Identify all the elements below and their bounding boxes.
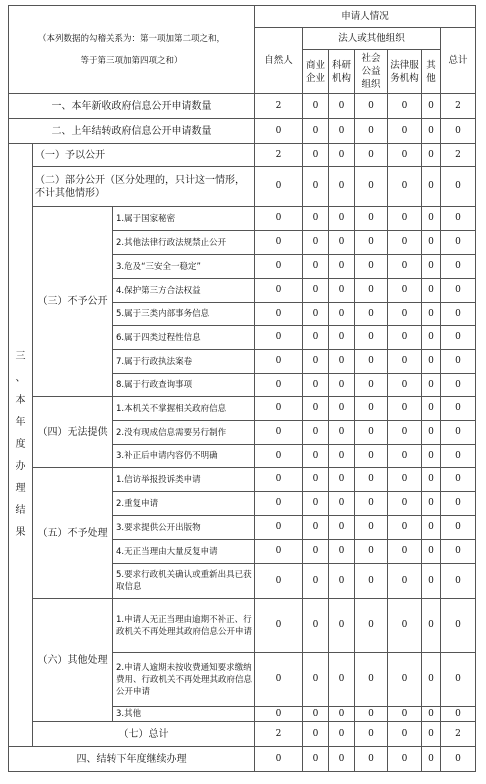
section-three-char: 果	[15, 527, 26, 538]
commercial-enterprise-value: 0	[303, 397, 329, 421]
item-label-other-processing-3: 3.其他	[113, 707, 255, 722]
public-welfare-org-value: 0	[355, 707, 388, 722]
research-institution-value: 0	[329, 540, 355, 564]
research-institution-value: 0	[329, 119, 355, 144]
total-value: 0	[441, 167, 476, 207]
item-label-other-processing-1: 1.申请人无正当理由逾期不补正、行政机关不再处理其政府信息公开申请	[113, 599, 255, 653]
item-label-not-disclosed-1: 1.属于国家秘密	[113, 207, 255, 231]
other-org-value: 0	[422, 231, 441, 255]
total-value: 0	[441, 747, 476, 772]
other-org-value: 0	[422, 144, 441, 167]
other-org-value: 0	[422, 599, 441, 653]
total-value: 0	[441, 397, 476, 421]
research-institution-value: 0	[329, 564, 355, 599]
total-value: 0	[441, 303, 476, 326]
natural-person-value: 0	[255, 653, 303, 707]
research-institution-value: 0	[329, 350, 355, 374]
item-label-not-disclosed-4: 4.保护第三方合法权益	[113, 279, 255, 303]
total-value: 0	[441, 540, 476, 564]
other-org-value: 0	[422, 397, 441, 421]
research-institution-value: 0	[329, 167, 355, 207]
item-label-not-processed-2: 2.重复申请	[113, 492, 255, 516]
table-row-new-applications	[9, 94, 476, 119]
commercial-enterprise-value: 0	[303, 119, 329, 144]
natural-person-value: 0	[255, 468, 303, 492]
commercial-enterprise-value: 0	[303, 207, 329, 231]
natural-person-value: 0	[255, 397, 303, 421]
research-institution-value: 0	[329, 374, 355, 397]
other-org-value: 0	[422, 167, 441, 207]
research-institution-value: 0	[329, 492, 355, 516]
natural-person-value: 0	[255, 492, 303, 516]
natural-person-value: 0	[255, 326, 303, 350]
commercial-enterprise-value: 0	[303, 421, 329, 445]
commercial-enterprise-value: 0	[303, 540, 329, 564]
legal-service-org-value: 0	[388, 722, 422, 747]
research-institution-value: 0	[329, 599, 355, 653]
item-label-unable-to-provide-3: 3.补正后申请内容仍不明确	[113, 445, 255, 468]
research-institution-value: 0	[329, 326, 355, 350]
research-institution-value: 0	[329, 279, 355, 303]
disclosure-statistics-table	[8, 5, 476, 772]
table-row-subtotal	[9, 722, 476, 747]
item-label-not-disclosed-2: 2.其他法律行政法规禁止公开	[113, 231, 255, 255]
other-org-value: 0	[422, 326, 441, 350]
public-welfare-org-value: 0	[355, 722, 388, 747]
natural-person-value: 0	[255, 599, 303, 653]
row-label-partially-disclosed: （二）部分公开（区分处理的，只计这一情形，不计其他情形）	[33, 167, 255, 207]
category-label-not-disclosed: （三）不予公开	[33, 207, 113, 397]
item-label-not-disclosed-5: 5.属于三类内部事务信息	[113, 303, 255, 326]
header-row-1	[9, 6, 476, 28]
natural-person-value: 0	[255, 119, 303, 144]
commercial-enterprise-value: 0	[303, 231, 329, 255]
research-institution-value: 0	[329, 516, 355, 540]
public-welfare-org-value: 0	[355, 468, 388, 492]
other-org-value: 0	[422, 255, 441, 279]
research-institution-value: 0	[329, 421, 355, 445]
research-institution-value: 0	[329, 397, 355, 421]
public-welfare-org-value: 0	[355, 374, 388, 397]
category-label-not-processed: （五）不予处理	[33, 468, 113, 599]
row-label-carry-forward: 四、结转下年度继续办理	[9, 747, 255, 772]
research-institution-value: 0	[329, 207, 355, 231]
item-label-not-disclosed-6: 6.属于四类过程性信息	[113, 326, 255, 350]
commercial-enterprise-value: 0	[303, 374, 329, 397]
commercial-enterprise-header: 商业企业	[303, 50, 329, 94]
commercial-enterprise-value: 0	[303, 144, 329, 167]
natural-person-value: 0	[255, 167, 303, 207]
total-value: 0	[441, 207, 476, 231]
public-welfare-org-value: 0	[355, 279, 388, 303]
total-value: 0	[441, 707, 476, 722]
public-welfare-org-value: 0	[355, 303, 388, 326]
commercial-enterprise-value: 0	[303, 94, 329, 119]
disclosure-table-wrapper	[8, 5, 475, 772]
legal-service-org-value: 0	[388, 231, 422, 255]
item-label-not-processed-4: 4.无正当理由大量反复申请	[113, 540, 255, 564]
section-three-char: 本	[15, 395, 26, 406]
item-label-unable-to-provide-1: 1.本机关不掌握相关政府信息	[113, 397, 255, 421]
commercial-enterprise-value: 0	[303, 326, 329, 350]
legal-service-org-value: 0	[388, 397, 422, 421]
legal-service-org-value: 0	[388, 144, 422, 167]
total-value: 0	[441, 231, 476, 255]
row-label-new-applications: 一、本年新收政府信息公开申请数量	[9, 94, 255, 119]
other-org-value: 0	[422, 564, 441, 599]
other-org-value: 0	[422, 94, 441, 119]
research-institution-value: 0	[329, 722, 355, 747]
legal-service-org-value: 0	[388, 119, 422, 144]
total-value: 0	[441, 492, 476, 516]
natural-person-value: 2	[255, 144, 303, 167]
public-welfare-org-value: 0	[355, 255, 388, 279]
section-three-char: 结	[15, 505, 26, 516]
research-institution-value: 0	[329, 707, 355, 722]
total-value: 2	[441, 144, 476, 167]
section-three-label	[9, 144, 33, 747]
item-label-not-disclosed-3: 3.危及“三安全一稳定”	[113, 255, 255, 279]
reconciliation-note	[9, 6, 255, 94]
research-institution-value: 0	[329, 303, 355, 326]
legal-service-org-value: 0	[388, 445, 422, 468]
commercial-enterprise-value: 0	[303, 279, 329, 303]
table-row-partially-disclosed	[9, 167, 476, 207]
other-org-value: 0	[422, 722, 441, 747]
other-org-header: 其他	[422, 50, 441, 94]
total-value: 0	[441, 599, 476, 653]
public-welfare-org-value: 0	[355, 564, 388, 599]
table-row-other-processing-1	[9, 599, 476, 653]
public-welfare-org-value: 0	[355, 326, 388, 350]
applicant-info-header: 申请人情况	[255, 6, 476, 28]
total-value: 0	[441, 279, 476, 303]
research-institution-value: 0	[329, 747, 355, 772]
item-label-not-disclosed-8: 8.属于行政查询事项	[113, 374, 255, 397]
row-label-disclosed: （一）予以公开	[33, 144, 255, 167]
total-value: 0	[441, 119, 476, 144]
total-value: 0	[441, 421, 476, 445]
other-org-value: 0	[422, 540, 441, 564]
item-label-not-disclosed-7: 7.属于行政执法案卷	[113, 350, 255, 374]
public-welfare-org-value: 0	[355, 231, 388, 255]
table-row-not-processed-1	[9, 468, 476, 492]
table-row-carried-over	[9, 119, 476, 144]
research-institution-value: 0	[329, 231, 355, 255]
item-label-not-processed-1: 1.信访举报投诉类申请	[113, 468, 255, 492]
commercial-enterprise-value: 0	[303, 707, 329, 722]
total-value: 0	[441, 374, 476, 397]
legal-service-org-value: 0	[388, 653, 422, 707]
legal-service-org-header: 法律服务机构	[388, 50, 422, 94]
section-three-char: 办	[15, 461, 26, 472]
public-welfare-org-value: 0	[355, 167, 388, 207]
commercial-enterprise-value: 0	[303, 350, 329, 374]
public-welfare-org-value: 0	[355, 207, 388, 231]
commercial-enterprise-value: 0	[303, 303, 329, 326]
natural-person-value: 0	[255, 747, 303, 772]
legal-service-org-value: 0	[388, 421, 422, 445]
section-three-char: 理	[15, 483, 26, 494]
total-value: 0	[441, 255, 476, 279]
commercial-enterprise-value: 0	[303, 747, 329, 772]
public-welfare-org-value: 0	[355, 540, 388, 564]
other-org-value: 0	[422, 747, 441, 772]
natural-person-value: 0	[255, 207, 303, 231]
commercial-enterprise-value: 0	[303, 468, 329, 492]
commercial-enterprise-value: 0	[303, 653, 329, 707]
natural-person-value: 0	[255, 279, 303, 303]
legal-service-org-value: 0	[388, 516, 422, 540]
table-row-not-disclosed-1	[9, 207, 476, 231]
public-welfare-org-value: 0	[355, 492, 388, 516]
other-org-value: 0	[422, 516, 441, 540]
research-institution-value: 0	[329, 468, 355, 492]
natural-person-value: 2	[255, 94, 303, 119]
other-org-value: 0	[422, 279, 441, 303]
public-welfare-org-value: 0	[355, 119, 388, 144]
natural-person-value: 2	[255, 722, 303, 747]
legal-service-org-value: 0	[388, 374, 422, 397]
public-welfare-org-value: 0	[355, 445, 388, 468]
other-org-value: 0	[422, 303, 441, 326]
other-org-value: 0	[422, 374, 441, 397]
item-label-not-processed-5: 5.要求行政机关确认或重新出具已获取信息	[113, 564, 255, 599]
category-label-unable-to-provide: （四）无法提供	[33, 397, 113, 468]
item-label-other-processing-2: 2.申请人逾期未按收费通知要求缴纳费用、行政机关不再处理其政府信息公开申请	[113, 653, 255, 707]
other-org-value: 0	[422, 119, 441, 144]
natural-person-value: 0	[255, 231, 303, 255]
total-header: 总计	[441, 28, 476, 94]
total-value: 0	[441, 516, 476, 540]
total-value: 0	[441, 445, 476, 468]
table-row-disclosed	[9, 144, 476, 167]
public-welfare-org-value: 0	[355, 516, 388, 540]
legal-service-org-value: 0	[388, 747, 422, 772]
research-institution-value: 0	[329, 94, 355, 119]
research-institution-value: 0	[329, 445, 355, 468]
legal-group-header: 法人或其他组织	[303, 28, 441, 50]
legal-service-org-value: 0	[388, 279, 422, 303]
other-org-value: 0	[422, 350, 441, 374]
public-welfare-org-header: 社会公益组织	[355, 50, 388, 94]
natural-person-value: 0	[255, 255, 303, 279]
commercial-enterprise-value: 0	[303, 255, 329, 279]
row-label-subtotal: （七）总计	[33, 722, 255, 747]
legal-service-org-value: 0	[388, 207, 422, 231]
category-label-other-processing: （六）其他处理	[33, 599, 113, 722]
legal-service-org-value: 0	[388, 564, 422, 599]
total-value: 2	[441, 94, 476, 119]
natural-person-value: 0	[255, 707, 303, 722]
other-org-value: 0	[422, 421, 441, 445]
row-label-carried-over: 二、上年结转政府信息公开申请数量	[9, 119, 255, 144]
public-welfare-org-value: 0	[355, 653, 388, 707]
legal-service-org-value: 0	[388, 599, 422, 653]
commercial-enterprise-value: 0	[303, 167, 329, 207]
research-institution-value: 0	[329, 653, 355, 707]
natural-person-value: 0	[255, 445, 303, 468]
note-line-2: 等于第三项加第四项之和）	[80, 55, 183, 66]
total-value: 2	[441, 722, 476, 747]
commercial-enterprise-value: 0	[303, 599, 329, 653]
total-value: 0	[441, 326, 476, 350]
legal-service-org-value: 0	[388, 492, 422, 516]
note-line-1: （本列数据的勾稽关系为：第一项加第二项之和，	[38, 33, 226, 44]
other-org-value: 0	[422, 445, 441, 468]
public-welfare-org-value: 0	[355, 94, 388, 119]
other-org-value: 0	[422, 492, 441, 516]
public-welfare-org-value: 0	[355, 747, 388, 772]
public-welfare-org-value: 0	[355, 350, 388, 374]
research-institution-value: 0	[329, 144, 355, 167]
natural-person-value: 0	[255, 350, 303, 374]
other-org-value: 0	[422, 468, 441, 492]
table-row-unable-to-provide-1	[9, 397, 476, 421]
legal-service-org-value: 0	[388, 167, 422, 207]
total-value: 0	[441, 468, 476, 492]
item-label-not-processed-3: 3.要求提供公开出版物	[113, 516, 255, 540]
natural-person-value: 0	[255, 540, 303, 564]
natural-person-value: 0	[255, 516, 303, 540]
legal-service-org-value: 0	[388, 255, 422, 279]
commercial-enterprise-value: 0	[303, 516, 329, 540]
other-org-value: 0	[422, 653, 441, 707]
research-institution-value: 0	[329, 255, 355, 279]
legal-service-org-value: 0	[388, 326, 422, 350]
section-three-char: 、	[15, 373, 26, 384]
legal-service-org-value: 0	[388, 468, 422, 492]
section-three-char: 度	[15, 439, 26, 450]
commercial-enterprise-value: 0	[303, 722, 329, 747]
legal-service-org-value: 0	[388, 350, 422, 374]
natural-person-value: 0	[255, 303, 303, 326]
commercial-enterprise-value: 0	[303, 445, 329, 468]
research-institution-header: 科研机构	[329, 50, 355, 94]
legal-service-org-value: 0	[388, 540, 422, 564]
public-welfare-org-value: 0	[355, 599, 388, 653]
other-org-value: 0	[422, 707, 441, 722]
total-value: 0	[441, 564, 476, 599]
section-three-char: 三	[15, 351, 26, 362]
table-row-carry-forward	[9, 747, 476, 772]
legal-service-org-value: 0	[388, 94, 422, 119]
commercial-enterprise-value: 0	[303, 492, 329, 516]
public-welfare-org-value: 0	[355, 421, 388, 445]
natural-person-value: 0	[255, 421, 303, 445]
legal-service-org-value: 0	[388, 303, 422, 326]
total-value: 0	[441, 653, 476, 707]
item-label-unable-to-provide-2: 2.没有现成信息需要另行制作	[113, 421, 255, 445]
public-welfare-org-value: 0	[355, 397, 388, 421]
natural-person-value: 0	[255, 564, 303, 599]
public-welfare-org-value: 0	[355, 144, 388, 167]
legal-service-org-value: 0	[388, 707, 422, 722]
total-value: 0	[441, 350, 476, 374]
other-org-value: 0	[422, 207, 441, 231]
natural-person-value: 0	[255, 374, 303, 397]
section-three-char: 年	[15, 417, 26, 428]
natural-person-header: 自然人	[255, 28, 303, 94]
commercial-enterprise-value: 0	[303, 564, 329, 599]
